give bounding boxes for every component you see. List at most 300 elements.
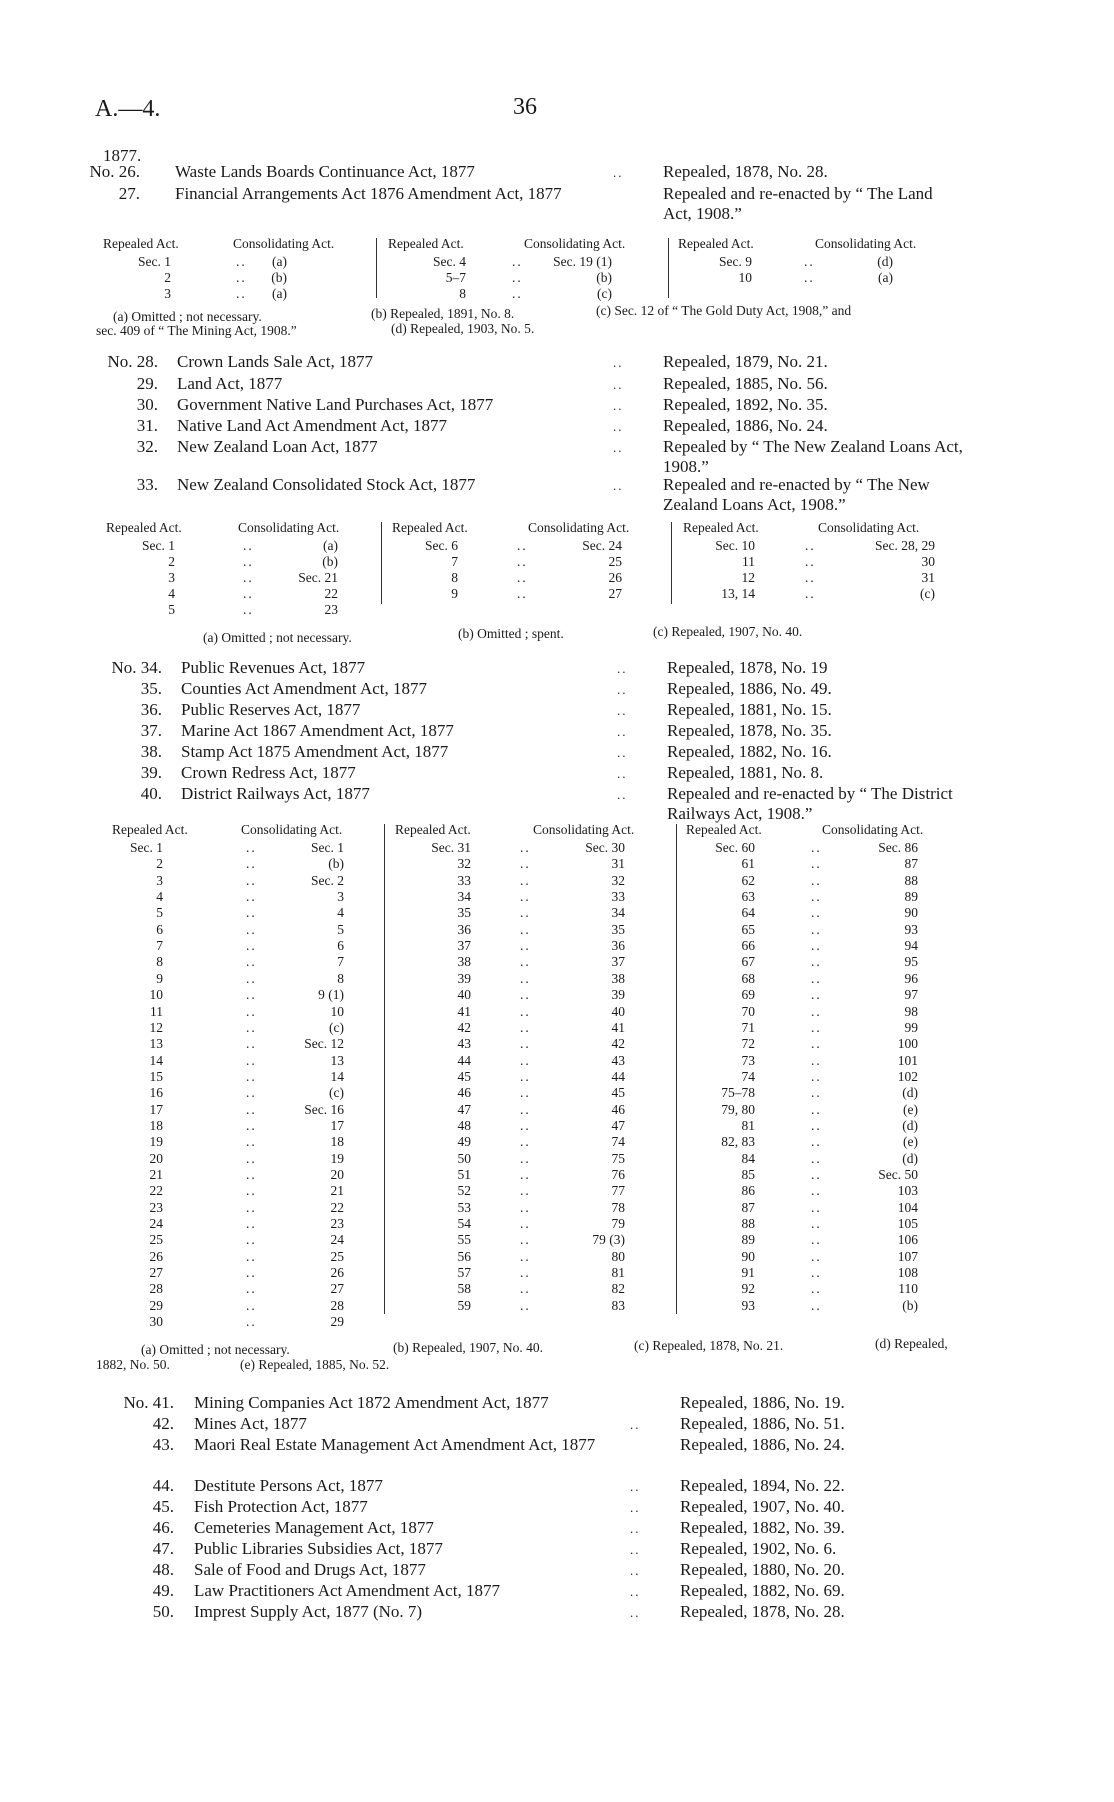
leader-dots: ..	[520, 1085, 531, 1101]
consolidating-section: (d)	[902, 1117, 918, 1133]
act-number: 44.	[152, 1476, 174, 1495]
repealed-section: 17	[149, 1101, 163, 1117]
footnote: (b) Repealed, 1907, No. 40.	[393, 1340, 543, 1355]
act-title: Mines Act, 1877	[194, 1414, 307, 1433]
leader-dots: ..	[520, 905, 531, 921]
act-number: 50.	[152, 1602, 174, 1621]
leader-dots: ..	[811, 840, 822, 855]
repealed-section: 24	[149, 1216, 163, 1232]
consolidating-section: 87	[904, 856, 918, 872]
act-status: Repealed, 1902, No. 6.	[680, 1539, 837, 1558]
act-number: 29.	[136, 374, 158, 393]
column-header-consolidating: Consolidating Act.	[238, 520, 340, 535]
column-header-repealed: Repealed Act.	[683, 520, 759, 535]
leader-dots: ..	[520, 1232, 531, 1248]
act-status: Repealed, 1879, No. 21.	[663, 352, 828, 371]
act-row	[0, 395, 1114, 417]
repealed-section: 23	[149, 1199, 163, 1215]
column-header-consolidating: Consolidating Act.	[815, 236, 917, 251]
consolidating-section: 28	[330, 1297, 344, 1313]
act-number: 37.	[140, 721, 162, 740]
leader-dots: ..	[520, 938, 531, 954]
repealed-section: 75–78	[721, 1085, 755, 1101]
act-number: 45.	[152, 1497, 174, 1516]
act-number: No. 28.	[107, 352, 158, 371]
act-number: 46.	[152, 1518, 174, 1537]
leader-dots: ..	[520, 954, 531, 970]
consolidating-section: 22	[324, 586, 338, 601]
act-row	[0, 374, 1114, 396]
repealed-section: 87	[741, 1199, 755, 1215]
consolidating-section: 94	[904, 938, 918, 954]
leader-dots: ..	[246, 1085, 257, 1101]
leader-dots: ..	[811, 1216, 822, 1232]
leader-dots: ..	[617, 766, 628, 781]
leader-dots: ..	[805, 586, 816, 601]
leader-dots: ..	[617, 682, 628, 697]
repealed-section: 12	[149, 1019, 163, 1035]
leader-dots: ..	[520, 1167, 531, 1182]
footnote: 1882, No. 50.	[96, 1357, 170, 1372]
leader-dots: ..	[520, 1019, 531, 1035]
act-row	[0, 1539, 1114, 1561]
leader-dots: ..	[630, 1605, 641, 1620]
consolidating-section: Sec. 50	[878, 1167, 918, 1182]
act-status: Repealed, 1882, No. 16.	[667, 742, 832, 761]
leader-dots: ..	[520, 1248, 531, 1264]
consolidating-section: 14	[330, 1068, 344, 1084]
leader-dots: ..	[246, 938, 257, 954]
consolidating-section: 37	[611, 954, 625, 970]
leader-dots: ..	[811, 1150, 822, 1166]
repealed-section: 22	[149, 1183, 163, 1199]
act-status: Repealed, 1881, No. 8.	[667, 763, 824, 782]
consolidating-section: (a)	[323, 538, 338, 553]
leader-dots: ..	[613, 165, 624, 180]
leader-dots: ..	[517, 586, 528, 601]
repealed-section: 26	[149, 1248, 163, 1264]
consolidating-section: 29	[330, 1314, 344, 1330]
leader-dots: ..	[246, 921, 257, 937]
consolidating-section: 32	[611, 872, 625, 888]
consolidating-section: (c)	[329, 1019, 344, 1035]
leader-dots: ..	[811, 1134, 822, 1150]
repealed-section: Sec. 4	[433, 254, 466, 269]
consolidating-section: 3	[337, 889, 344, 905]
footnote: (c) Sec. 12 of “ The Gold Duty Act, 1908,” and	[596, 303, 852, 318]
act-status: Repealed, 1886, No. 24.	[680, 1435, 845, 1454]
repealed-section: 48	[457, 1117, 471, 1133]
repealed-section: 57	[457, 1265, 471, 1281]
consolidating-section: 41	[611, 1019, 625, 1035]
consolidating-section: Sec. 19 (1)	[553, 254, 612, 269]
column-header-repealed: Repealed Act.	[686, 822, 762, 837]
act-number: 31.	[136, 416, 158, 435]
leader-dots: ..	[246, 954, 257, 970]
consolidating-section: 10	[330, 1003, 344, 1019]
repealed-section: 69	[741, 987, 755, 1003]
act-status: Repealed, 1878, No. 35.	[667, 721, 832, 740]
leader-dots: ..	[246, 1297, 257, 1313]
leader-dots: ..	[246, 1150, 257, 1166]
leader-dots: ..	[243, 570, 254, 585]
consolidating-section: (a)	[272, 286, 287, 301]
act-status: Repealed, 1886, No. 19.	[680, 1393, 845, 1412]
leader-dots: ..	[811, 1167, 822, 1182]
leader-dots: ..	[512, 270, 523, 285]
repealed-section: 92	[741, 1281, 755, 1297]
repealed-section: 90	[741, 1248, 755, 1264]
consolidating-section: 78	[611, 1199, 625, 1215]
leader-dots: ..	[811, 1036, 822, 1052]
repealed-section: 3	[168, 570, 175, 585]
repealed-section: Sec. 1	[130, 840, 163, 855]
act-row	[0, 784, 1114, 823]
consolidating-section: Sec. 30	[585, 840, 625, 855]
repealed-section: 82, 83	[721, 1134, 755, 1150]
consolidating-section: 98	[904, 1003, 918, 1019]
repealed-section: 73	[741, 1052, 755, 1068]
leader-dots: ..	[246, 1199, 257, 1215]
consolidating-section: Sec. 16	[304, 1101, 344, 1117]
leader-dots: ..	[613, 419, 624, 434]
leader-dots: ..	[811, 1281, 822, 1297]
leader-dots: ..	[520, 889, 531, 905]
leader-dots: ..	[236, 254, 247, 269]
act-status: Repealed and re-enacted by “ The Land Act, 1908.”	[663, 184, 933, 223]
consolidating-section: 36	[611, 938, 625, 954]
repealed-section: 2	[168, 554, 175, 569]
act-row	[0, 1602, 1114, 1624]
column-header-repealed: Repealed Act.	[395, 822, 471, 837]
repealed-section: Sec. 9	[719, 254, 752, 269]
repealed-section: 5	[168, 602, 175, 617]
act-status: Repealed by “ The New Zealand Loans Act, 1908.”	[663, 437, 963, 476]
column-divider	[671, 522, 672, 604]
leader-dots: ..	[246, 856, 257, 872]
repealed-section: 74	[741, 1068, 755, 1084]
leader-dots: ..	[805, 554, 816, 569]
repealed-section: 66	[741, 938, 755, 954]
repealed-section: Sec. 1	[142, 538, 175, 553]
act-row	[0, 1497, 1114, 1519]
repealed-section: Sec. 6	[425, 538, 458, 553]
leader-dots: ..	[617, 745, 628, 760]
consolidating-section: 81	[611, 1265, 625, 1281]
leader-dots: ..	[520, 1297, 531, 1313]
act-number: 49.	[152, 1581, 174, 1600]
act-title: Waste Lands Boards Continuance Act, 1877	[175, 162, 475, 181]
footnote: (c) Repealed, 1907, No. 40.	[653, 624, 803, 639]
leader-dots: ..	[520, 970, 531, 986]
act-number: 32.	[136, 437, 158, 456]
repealed-section: 2	[164, 270, 171, 285]
leader-dots: ..	[520, 1199, 531, 1215]
consolidating-section: 108	[897, 1265, 918, 1281]
act-row	[0, 742, 1114, 764]
consolidating-section: Sec. 21	[298, 570, 338, 585]
column-header-consolidating: Consolidating Act.	[528, 520, 630, 535]
repealed-section: 4	[168, 586, 175, 601]
leader-dots: ..	[630, 1521, 641, 1536]
act-title: Public Reserves Act, 1877	[181, 700, 361, 719]
footnote: (a) Omitted ; not necessary.	[113, 309, 262, 324]
repealed-section: 16	[149, 1085, 163, 1101]
act-title: Counties Act Amendment Act, 1877	[181, 679, 428, 698]
repealed-section: 79, 80	[721, 1101, 755, 1117]
footnote: sec. 409 of “ The Mining Act, 1908.”	[96, 323, 297, 338]
act-title: New Zealand Consolidated Stock Act, 1877	[177, 475, 476, 494]
leader-dots: ..	[520, 1068, 531, 1084]
leader-dots: ..	[811, 1183, 822, 1199]
leader-dots: ..	[811, 1068, 822, 1084]
leader-dots: ..	[811, 905, 822, 921]
consolidating-section: 100	[897, 1036, 918, 1052]
leader-dots: ..	[811, 954, 822, 970]
column-divider	[384, 824, 385, 1314]
leader-dots: ..	[613, 478, 624, 493]
consolidating-section: Sec. 24	[582, 538, 622, 553]
act-title: Cemeteries Management Act, 1877	[194, 1518, 434, 1537]
column-header-repealed: Repealed Act.	[392, 520, 468, 535]
act-number: 30.	[136, 395, 158, 414]
act-title: Native Land Act Amendment Act, 1877	[177, 416, 448, 435]
consolidating-section: 88	[904, 872, 918, 888]
act-status: Repealed, 1880, No. 20.	[680, 1560, 845, 1579]
repealed-section: 9	[156, 970, 163, 986]
consolidating-section: 24	[330, 1232, 344, 1248]
footnote: (d) Repealed,	[875, 1336, 948, 1351]
repealed-section: 30	[149, 1314, 163, 1330]
leader-dots: ..	[236, 270, 247, 285]
leader-dots: ..	[512, 254, 523, 269]
consolidating-section: (b)	[328, 856, 344, 872]
leader-dots: ..	[811, 872, 822, 888]
consolidating-section: 27	[608, 586, 622, 601]
leader-dots: ..	[246, 1216, 257, 1232]
repealed-section: 27	[149, 1265, 163, 1281]
repealed-section: 34	[457, 889, 471, 905]
column-header-consolidating: Consolidating Act.	[524, 236, 626, 251]
footnote: (d) Repealed, 1903, No. 5.	[391, 321, 535, 336]
act-row	[0, 1435, 1114, 1457]
repealed-section: 29	[149, 1297, 163, 1313]
repealed-section: 3	[164, 286, 171, 301]
repealed-section: 51	[457, 1167, 471, 1182]
repealed-section: 21	[149, 1167, 163, 1182]
repealed-section: 40	[457, 987, 471, 1003]
leader-dots: ..	[520, 921, 531, 937]
repealed-section: 64	[741, 905, 755, 921]
leader-dots: ..	[811, 1085, 822, 1101]
act-status: Repealed, 1886, No. 24.	[663, 416, 828, 435]
act-row	[0, 1581, 1114, 1603]
column-divider	[381, 522, 382, 604]
act-row	[0, 763, 1114, 785]
column-header-repealed: Repealed Act.	[388, 236, 464, 251]
consolidating-section: 93	[904, 921, 918, 937]
leader-dots: ..	[243, 586, 254, 601]
repealed-section: 49	[457, 1134, 471, 1150]
leader-dots: ..	[246, 889, 257, 905]
column-header-consolidating: Consolidating Act.	[533, 822, 635, 837]
leader-dots: ..	[520, 1117, 531, 1133]
consolidating-section: 25	[330, 1248, 344, 1264]
leader-dots: ..	[520, 1265, 531, 1281]
act-status: Repealed, 1894, No. 22.	[680, 1476, 845, 1495]
leader-dots: ..	[520, 1036, 531, 1052]
consolidating-section: 13	[330, 1052, 344, 1068]
consolidating-section: 22	[330, 1199, 344, 1215]
consolidating-section: 35	[611, 921, 625, 937]
leader-dots: ..	[811, 1003, 822, 1019]
leader-dots: ..	[617, 724, 628, 739]
consolidating-section: 104	[897, 1199, 918, 1215]
leader-dots: ..	[520, 1150, 531, 1166]
consolidating-section: 20	[330, 1167, 344, 1182]
repealed-section: 19	[149, 1134, 163, 1150]
leader-dots: ..	[246, 1019, 257, 1035]
consolidating-section: 23	[324, 602, 338, 617]
consolidating-section: Sec. 28, 29	[875, 538, 935, 553]
year-heading: 1877.	[103, 146, 142, 165]
leader-dots: ..	[246, 1281, 257, 1297]
footnote: (b) Omitted ; spent.	[458, 626, 564, 641]
column-header-consolidating: Consolidating Act.	[233, 236, 335, 251]
leader-dots: ..	[630, 1542, 641, 1557]
consolidating-section: 79	[611, 1216, 625, 1232]
repealed-section: 81	[741, 1117, 755, 1133]
consolidating-section: 90	[904, 905, 918, 921]
repealed-section: 32	[457, 856, 471, 872]
leader-dots: ..	[246, 1068, 257, 1084]
act-number: 48.	[152, 1560, 174, 1579]
consolidating-section: 102	[897, 1068, 918, 1084]
consolidating-section: (d)	[902, 1085, 918, 1101]
footnote: (b) Repealed, 1891, No. 8.	[371, 306, 515, 321]
repealed-section: 93	[741, 1297, 755, 1313]
leader-dots: ..	[811, 921, 822, 937]
leader-dots: ..	[517, 538, 528, 553]
consolidating-section: (c)	[920, 586, 935, 601]
consolidating-section: 27	[330, 1281, 344, 1297]
leader-dots: ..	[246, 987, 257, 1003]
column-header-consolidating: Consolidating Act.	[818, 520, 920, 535]
consolidating-section: 26	[608, 570, 622, 585]
act-status: Repealed, 1907, No. 40.	[680, 1497, 845, 1516]
leader-dots: ..	[811, 1232, 822, 1248]
consolidating-section: (d)	[902, 1150, 918, 1166]
leader-dots: ..	[246, 1052, 257, 1068]
consolidating-section: 101	[897, 1052, 918, 1068]
leader-dots: ..	[520, 856, 531, 872]
repealed-section: 61	[741, 856, 755, 872]
act-status: Repealed, 1878, No. 28.	[663, 162, 828, 181]
leader-dots: ..	[811, 1265, 822, 1281]
leader-dots: ..	[617, 703, 628, 718]
leader-dots: ..	[520, 1003, 531, 1019]
act-number: 47.	[152, 1539, 174, 1558]
repealed-section: Sec. 1	[138, 254, 171, 269]
repealed-section: 70	[741, 1003, 755, 1019]
consolidating-section: 39	[611, 987, 625, 1003]
column-header-repealed: Repealed Act.	[103, 236, 179, 251]
repealed-section: 33	[457, 872, 471, 888]
act-number: No. 41.	[123, 1393, 174, 1412]
repealed-section: 44	[457, 1052, 471, 1068]
leader-dots: ..	[804, 270, 815, 285]
leader-dots: ..	[811, 1117, 822, 1133]
leader-dots: ..	[630, 1563, 641, 1578]
consolidating-section: Sec. 86	[878, 840, 918, 855]
consolidating-section: (e)	[903, 1101, 918, 1117]
leader-dots: ..	[805, 538, 816, 553]
act-title: Imprest Supply Act, 1877 (No. 7)	[194, 1602, 423, 1621]
footnote: (a) Omitted ; not necessary.	[141, 1342, 290, 1357]
repealed-section: 11	[150, 1003, 163, 1019]
column-header-repealed: Repealed Act.	[678, 236, 754, 251]
page-number: 36	[513, 94, 537, 120]
repealed-section: 37	[457, 938, 471, 954]
repealed-section: 55	[457, 1232, 471, 1248]
repealed-section: 4	[156, 889, 163, 905]
leader-dots: ..	[236, 286, 247, 301]
repealed-section: 89	[741, 1232, 755, 1248]
footnote: (c) Repealed, 1878, No. 21.	[634, 1338, 784, 1353]
consolidating-section: 40	[611, 1003, 625, 1019]
act-title: New Zealand Loan Act, 1877	[177, 437, 378, 456]
consolidating-section: 21	[330, 1183, 344, 1199]
consolidating-section: 42	[611, 1036, 625, 1052]
repealed-section: Sec. 31	[431, 840, 471, 855]
leader-dots: ..	[246, 1117, 257, 1133]
repealed-section: 71	[741, 1019, 755, 1035]
act-number: 39.	[140, 763, 162, 782]
repealed-section: 5	[156, 905, 163, 921]
repealed-section: 7	[451, 554, 458, 569]
consolidating-section: 17	[330, 1117, 344, 1133]
leader-dots: ..	[811, 1101, 822, 1117]
repealed-section: 63	[741, 889, 755, 905]
consolidating-section: 43	[611, 1052, 625, 1068]
leader-dots: ..	[243, 554, 254, 569]
column-divider	[676, 824, 677, 1314]
consolidating-section: 38	[611, 970, 625, 986]
repealed-section: 14	[149, 1052, 163, 1068]
leader-dots: ..	[520, 1052, 531, 1068]
document-code: A.—4.	[95, 96, 161, 122]
consolidating-section: (d)	[877, 254, 893, 269]
leader-dots: ..	[811, 970, 822, 986]
leader-dots: ..	[613, 440, 624, 455]
footnote: (e) Repealed, 1885, No. 52.	[240, 1357, 390, 1372]
act-number: 42.	[152, 1414, 174, 1433]
repealed-section: 8	[451, 570, 458, 585]
repealed-section: 8	[459, 286, 466, 301]
consolidating-section: (b)	[322, 554, 338, 569]
act-row	[0, 1393, 1114, 1415]
repealed-section: 35	[457, 905, 471, 921]
leader-dots: ..	[613, 377, 624, 392]
repealed-section: 36	[457, 921, 471, 937]
act-status: Repealed, 1885, No. 56.	[663, 374, 828, 393]
leader-dots: ..	[630, 1584, 641, 1599]
repealed-section: 84	[741, 1150, 755, 1166]
repealed-section: 62	[741, 872, 755, 888]
consolidating-section: 82	[611, 1281, 625, 1297]
consolidating-section: 19	[330, 1150, 344, 1166]
leader-dots: ..	[246, 1101, 257, 1117]
